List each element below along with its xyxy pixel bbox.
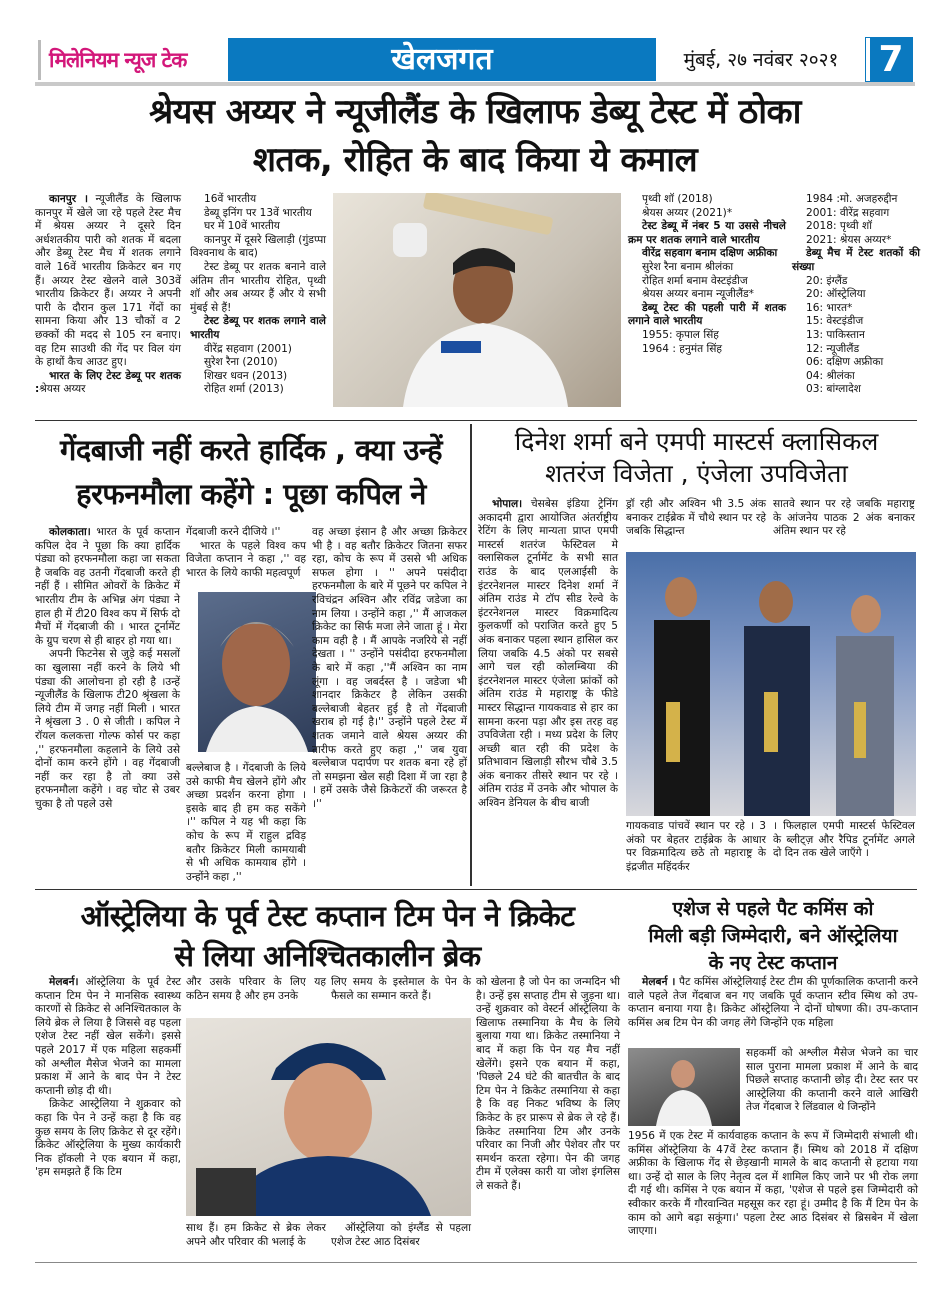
paragraph-text: टेस्ट डेब्यू पर शतक बनाने वाले अंतिम तीन भारतीय रोहित, पृथ्वी शॉ और अब अय्यर हैं और ये सभी मुंबई से हैं! <box>190 260 326 314</box>
paragraph-text: चेसबेस इंडिया ट्रेनिंग अकादमी द्वारा आयोजित अंतर्राष्ट्रीय रेटिंग के लिए मान्यता प्राप्त एमपी मास्टर्स शतरंज फेस्टिवल मे क्लासिकल टूर्नामेंट के सभी सात राउंड के बाद एलआईसी के इंटरनेशनल मास्टर दिनेश शर्मा नें अंतिम राउंड मे टॉप सीड रेल्वे के इंटरनेशनल मास्टर विक्रमादित्य कुलकर्णी को पराजित करते हुए 5 अंक बनाकर पहला स्थान हासिल कर लिया जबकि 4.5 अंको पर सबसे आगे चल रही कोलम्बिया की इंटरनेशनल मास्टर एंजेला फ्रांकों को अंतिम राउंड मे महाराष्ट्र के फीडे मास्टर सिद्धान्त गायकवाड से हार का सामना करना पड़ा और इस तरह वह उपविजेता रही । मध्य प्रदेश के लिए अच्छी बात रही की प्रदेश के प्रतिभावान खिलाड़ी सौरभ चौबे 3.5 अंक बनाकर तीसरे स्थान पर रहे ।अंतिम राउंड में उनके और भोपाल के अश्विन डेनियल के बीच बाजी <box>478 498 618 810</box>
subheading: डेब्यू मैच में टेस्ट शतकों की संख्या <box>792 247 920 273</box>
paragraph <box>186 526 306 540</box>
list-item: 1955: कृपाल सिंह <box>642 328 719 341</box>
list-item: 2001: वीरेंद्र सहवाग <box>806 206 890 219</box>
list-item: पृथ्वी शॉ (2018) <box>642 193 713 205</box>
list-item: 2018: पृथ्वी शॉ <box>806 220 872 233</box>
paragraph <box>186 762 306 884</box>
list-item: 2021: श्रेयस अय्यर* <box>806 233 892 246</box>
dateline: मुंबई, २७ नवंबर २०२१ <box>683 49 839 71</box>
paragraph <box>626 820 766 874</box>
story4-column <box>476 976 620 1194</box>
press-conference-illustration <box>186 1018 471 1216</box>
paragraph-text: लिए समय के इस्तेमाल के पेन के फैसले का सम्मान करते हैं। <box>331 976 471 1002</box>
list-item: 16वें भारतीय <box>204 193 257 205</box>
story3-column <box>773 820 915 861</box>
subheading: टेस्ट डेब्यू पर शतक लगाने वाले भारतीय <box>190 315 326 341</box>
newspaper-brand: मिलेनियम न्यूज टेक <box>38 40 223 80</box>
paragraph-text: और उसके परिवार के लिए यह कठिन समय है और हम उनके <box>186 976 326 1002</box>
list-item: 12: न्यूजीलैंड <box>806 342 860 355</box>
headline-line: गेंदबाजी नहीं करते हार्दिक , क्या उन्हें <box>60 433 442 467</box>
paragraph-text: श्रेयस अय्यर बनाम न्यूजीलैंड* <box>642 288 754 301</box>
story4-column <box>186 1222 326 1249</box>
cricketer-illustration <box>333 193 621 407</box>
paragraph <box>773 820 915 861</box>
tim-paine-photo <box>186 1018 471 1216</box>
subheading: वीरेंद्र सहवाग बनाम दक्षिण अफ्रीका <box>642 247 778 260</box>
paragraph-text: न्यूजीलैंड के खिलाफ कानपुर में खेले जा रहे पहले टेस्ट मैच में श्रेयस अय्यर ने दूसरे दिन अर्धशतकीय पारी को शतक में बदला और डेब्यू टेस्ट मैच में शतक लगाने वाले 16वें भारतीय क्रिकेटर बन गए हैं। अय्यर टेस्ट खेलने वाले 303वें भारतीय क्रिकेटर हैं। अय्यर ने अपनी पारी के दौरान कुल 171 गेंदों का सामना किया और 13 चौकों व 2 छक्कों की मदद से 105 रन बनाए। वह टिम साउथी की गेंद पर विल यंग के हाथों कैच आउट हुए। <box>35 193 182 369</box>
story2-headline <box>35 428 467 516</box>
section-divider <box>35 889 917 890</box>
paragraph-text: श्रेयस अय्यर <box>39 383 86 396</box>
paragraph-text: गायकवाड पांचवें स्थान पर रहे । 3 अंको पर बेहतर टाईब्रेक के आधार पर विक्रमादित्य छठे तो महाराष्ट्र के इंद्रजीत महिंदर्कर <box>626 820 766 873</box>
paragraph <box>190 261 326 315</box>
paragraph-text: बल्लेबाज है । गेंदबाजी के लिये उसे काफी मैच खेलने होंगे और अच्छा प्रदर्शन करना होगा । इसके बाद ही हम कह सकेंगे ।'' कपिल ने यह भी कहा कि कोच के रूप में राहुल द्रविड़ बतौर क्रिकेटर मिली कामयाबी से भी अधिक कामयाब होंगे । उन्होंने कहा ,'' <box>186 762 306 883</box>
kapil-dev-photo <box>198 592 316 752</box>
list-item: श्रेयस अय्यर (2021)* <box>642 206 733 219</box>
paragraph-text: कानपुर में दूसरे खिलाड़ी (गुंडप्पा विश्वनाथ के बाद) <box>190 233 326 260</box>
paragraph-text: वह अच्छा इंसान है और अच्छा क्रिकेटर भी है । वह बतौर क्रिकेटर जितना सफर रहा, कोच के रूप में उससे भी अधिक सफल होगा । '' अपने पसंदीदा हरफनमौला के बारे में पूछने पर कपिल ने रविचंद्रन अश्विन और रविंद्र जडेजा का नाम लिया । उन्होंने कहा ,'' मैं आजकल क्रिकेट का सिर्फ मजा लेने जाता हूं । मेरा काम वही है । मैं आपके नजरिये से नहीं देखता । '' उन्होंने पसंदीदा हरफनमौला के बारे में कहा ,''मैं अश्विन का नाम लूंगा । वह जबर्दस्त है । जडेजा भी शानदार क्रिकेटर है लेकिन उसकी बल्लेबाजी बेहतर हुई है तो गेंदबाजी खराब हो गई है।'' उन्होंने पहले टेस्ट में शतक जमाने वाले श्रेयस अय्यर की तारीफ करते हुए कहा ,'' जब युवा बल्लेबाज पदार्पण पर शतक बना रहे हों तो समझना खेल सही दिशा में जा रहा है । हमें उसके जैसे क्रिकेटरों की जरूरत है ।'' <box>312 526 467 810</box>
paragraph <box>478 498 618 811</box>
paragraph-text: भारत के पहले विश्व कप विजेता कप्तान ने कहा ,'' वह भारत के लिये काफी महत्वपूर्ण <box>186 539 306 579</box>
dateline-lead: कोलकाता। <box>49 526 91 538</box>
dateline-lead: मेलबर्न । <box>642 976 676 988</box>
list-item: सुरेश रैना बनाम श्रीलंका <box>642 260 734 273</box>
list-item: 03: बांग्लादेश <box>806 383 861 396</box>
paragraph-text: 1956 में एक टेस्ट में कार्यवाहक कप्तान के रूप में जिम्मेदारी संभाली थी। कमिंस ऑस्ट्रेलिया के 47वें टेस्ट कप्तान हैं। स्मिथ को 2018 में दक्षिण अफ्रीका के खिलाफ गेंद से छेड़खानी मामले के बाद कप्तानी से हटाया गया था। उन्हें दो साल के लिए नेतृत्व दल में शामिल किए जाने पर भी रोक लगा दी गई थी। कमिंस ने एक बयान में कहा, 'एशेज से पहले इस जिम्मेदारी को स्वीकार करके मैं गौरवान्वित महसूस कर रहा हूं। उम्मीद है कि मैं टिम पेन के काम को आगे बढ़ा सकूंगा।' पहला टेस्ट आठ दिसंबर से ब्रिसबेन में खेला जाएगा। <box>628 1130 918 1238</box>
headline-line: से लिया अनिश्चितकालीन ब्रेक <box>174 939 481 973</box>
column-divider <box>470 424 472 886</box>
headline-line: मिली बड़ी जिम्मेदारी, बने ऑस्ट्रेलिया <box>648 925 898 947</box>
footer-rule <box>35 1262 917 1263</box>
story1-headline <box>35 88 915 184</box>
headline-line: के नए टेस्ट कप्तान <box>708 952 838 974</box>
paragraph-text: । फिलहाल एमपी मास्टर्स फेस्टिवल के ब्लीट्ज़ और रैपिड टूर्नामेंट अगले दो दिन तक खेले जाएँगे । <box>773 820 915 860</box>
list-item: 20: इंग्लैंड <box>806 274 848 287</box>
paragraph <box>35 526 180 648</box>
paragraph <box>476 976 620 1194</box>
story1-column <box>792 193 920 397</box>
paragraph <box>331 976 471 1003</box>
paragraph <box>186 976 326 1003</box>
list-item: 16: भारत* <box>806 301 853 314</box>
paragraph <box>331 1222 471 1249</box>
list-item: डेब्यू इनिंग पर 13वें भारतीय <box>204 206 312 219</box>
paragraph <box>746 1047 918 1115</box>
paragraph-text: गेंदबाजी करने दीजिये ।'' <box>186 526 281 538</box>
story5-column <box>628 976 918 1030</box>
list-item: 06: दक्षिण अफ्रीका <box>806 356 884 369</box>
story3-column <box>478 498 618 811</box>
dateline-lead: भोपाल। <box>492 498 523 510</box>
paragraph-text: पैट कमिंस ऑस्ट्रेलियाई टेस्ट टीम की पूर्णकालिक कप्तानी करने वाले पहले तेज गेंदबाज बन गए जबकि पूर्व कप्तान स्टीव स्मिथ को उप-कप्तान बनाया गया है। क्रिकेट ऑस्ट्रेलिया ने दोनों घोषणा की। उप-कप्तान कमिंस अब टिम पेन की जगह लेंगे जिन्होंने एक महिला <box>628 976 918 1029</box>
story4-headline <box>35 896 620 976</box>
paragraph <box>35 1098 181 1180</box>
story5-headline <box>628 896 918 977</box>
paragraph-text: साथ हैं। हम क्रिकेट से ब्रेक लेकर अपने और परिवार की भलाई के <box>186 1222 326 1248</box>
list-item: 1984 :मो. अजहरुद्दीन <box>806 193 898 205</box>
pat-cummins-photo <box>628 1048 740 1126</box>
dateline-lead: कानपुर । <box>49 193 88 205</box>
paragraph <box>628 976 918 1030</box>
story4-column <box>331 1222 471 1249</box>
headline-line: शतरंज विजेता , एंजेला उपविजेता <box>545 459 848 488</box>
list-item: सुरेश रैना (2010) <box>204 356 278 369</box>
story4-column <box>186 976 326 1003</box>
paragraph <box>626 498 766 539</box>
chess-winners-photo <box>626 552 916 816</box>
bowler-illustration <box>628 1048 740 1126</box>
headline-line: एशेज से पहले पैट कमिंस को <box>672 898 874 920</box>
story1-column <box>190 193 326 397</box>
paragraph-text: भारत के पूर्व कप्तान कपिल देव ने पूछा कि क्या हार्दिक पंड्या को हरफनमौला कहा जा सकता है जबकि वह उतनी गेंदबाजी करते ही नहीं हैं । सीमित ओवरों के क्रिकेट में भारतीय टीम के अभिन्न अंग पंड्या ने हाल ही में टी20 विश्व कप में सिर्फ दो मैचों में गेंदबाजी की । भारत टूर्नामेंट के ग्रुप चरण से ही बाहर हो गया था। <box>35 526 180 647</box>
paragraph <box>628 288 786 302</box>
dateline-lead: मेलबर्न। <box>49 976 79 988</box>
story3-column <box>773 498 915 539</box>
paragraph <box>35 193 181 370</box>
headline-line: शतक, रोहित के बाद किया ये कमाल <box>252 140 698 180</box>
section-divider <box>35 420 917 421</box>
winners-illustration <box>626 552 916 816</box>
story5-column <box>628 1130 918 1239</box>
subheading: डेब्यू टेस्ट की पहली पारी में शतक लगाने वाले भारतीय <box>628 301 786 328</box>
headline-line: श्रेयस अय्यर ने न्यूजीलैंड के खिलाफ डेब्यू टेस्ट में ठोका <box>149 92 801 132</box>
paragraph <box>312 526 467 811</box>
portrait-illustration <box>198 592 316 752</box>
story1-column <box>628 193 786 356</box>
paragraph <box>35 370 181 397</box>
story2-column <box>35 526 180 811</box>
paragraph <box>190 234 326 261</box>
subheading: टेस्ट डेब्यू में नंबर 5 या उससे नीचले क्रम पर शतक लगाने वाले भारतीय <box>628 220 786 246</box>
paragraph-text: ड्रॉ रही और अश्विन भी 3.5 अंक बनाकर टाईब्रेक में चौथे स्थान पर रहे जबकि सिद्धान्त <box>626 498 766 538</box>
paragraph-text: क्रिकेट आस्ट्रेलिया ने शुक्रवार को कहा कि पेन ने उन्हें कहा है कि वह कुछ समय के लिए क्रिकेट से दूर रहेंगे। क्रिकेट ऑस्ट्रेलिया के मुख्य कार्यकारी निक हॉकली ने एक बयान में कहा, 'हम समझते हैं कि टिम <box>35 1098 181 1179</box>
paragraph-text: अपनी फिटनेस से जुड़े कई मसलों का खुलासा नहीं करने के लिये भी पंड्या की आलोचना हो रही है ।उन्हें न्यूजीलैंड के खिलाफ टी20 श्रृंखला के लिये टीम में जगह नहीं मिली । भारत ने श्रृंखला 3 . 0 से जीती । कपिल ने रॉयल कलकत्ता गोल्फ कोर्स पर कहा ,'' हरफनमौला कहलाने के लिये उसे दोनों काम करने होंगे । वह गेंदबाजी नहीं कर रहा है तो क्या उसे हरफनमौला कहेंगे । वह चोट से उबर चुका है तो पहले उसे <box>35 648 180 810</box>
story2-column <box>312 526 467 811</box>
section-title: खेलजगत <box>228 38 656 81</box>
paragraph <box>35 976 181 1098</box>
story3-headline <box>478 426 915 490</box>
story3-column <box>626 498 766 539</box>
story4-column <box>331 976 471 1003</box>
paragraph <box>628 1130 918 1239</box>
page-number: 7 <box>866 38 912 81</box>
paragraph-text: ऑस्ट्रेलिया के पूर्व टेस्ट कप्तान टिम पेन ने मानसिक स्वास्थ्य कारणों से क्रिकेट से अनिश्चितकाल के लिये ब्रेक ले लिया है जिससे वह पहला एशेज टेस्ट नहीं खेल सकेंगे। इससे पहले 2017 में एक महिला सहकर्मी को अश्लील मैसेज भेजने का मामला प्रकाश में आने के बाद पेन ने टेस्ट कप्तानी छोड़ दी थी। <box>35 976 181 1097</box>
headline-line: ऑस्ट्रेलिया के पूर्व टेस्ट कप्तान टिम पेन ने क्रिकेट <box>80 899 575 933</box>
story2-column <box>186 526 306 580</box>
header-divider <box>35 82 915 86</box>
list-item: रोहित शर्मा बनाम वेस्टइंडीज <box>642 274 748 287</box>
paragraph <box>35 648 180 811</box>
list-item: 20: ऑस्ट्रेलिया <box>806 288 866 301</box>
list-item: 15: वेस्टइंडीज <box>806 315 864 328</box>
paragraph <box>186 1222 326 1249</box>
paragraph <box>773 498 915 539</box>
paragraph-text: को खेलना है जो पेन का जन्मदिन भी है। उन्हें इस सप्ताह टीम से जुड़ना था। उन्हें शुक्रवार को वेस्टर्न ऑस्ट्रेलिया के खिलाफ तस्मानिया के मैच के लिये बुलाया गया था। क्रिकेट तस्मानिया ने बाद में कहा कि पेन यह मैच नहीं खेलेंगे। इसने एक बयान में कहा, 'पिछले 24 घंटे की बातचीत के बाद टिम पेन ने क्रिकेट तस्मानिया से कहा है कि वह निकट भविष्य के लिए क्रिकेट के हर प्रारूप से ब्रेक ले रहे हैं। क्रिकेट तस्मानिया टिम और उनके परिवार का निजी और पेशेवर तौर पर समर्थन करता रहेगा। पेन की जगह टीम में एलेक्स कारी या जोश इंगलिस ले सकते हैं। <box>476 976 620 1192</box>
paragraph-text: सातवे स्थान पर रहे जबकि महाराष्ट्र के आंजनेय पाठक 2 अंक बनाकर अंतिम स्थान पर रहे <box>773 498 915 538</box>
dateline-lead: भारत के लिए टेस्ट डेब्यू पर शतक : <box>35 369 181 396</box>
list-item: घर में 10वें भारतीय <box>204 220 280 233</box>
story5-column <box>746 1047 918 1115</box>
list-item: शिखर धवन (2013) <box>204 369 288 382</box>
list-item: 1964 : हनुमंत सिंह <box>642 342 723 355</box>
list-item: रोहित शर्मा (2013) <box>204 383 284 396</box>
headline-line: हरफनमौला कहेंगे : पूछा कपिल ने <box>76 477 426 511</box>
story4-column <box>35 976 181 1180</box>
paragraph-text: ऑस्ट्रेलिया को इंग्लैंड से पहला एशेज टेस्ट आठ दिसंबर <box>331 1222 471 1248</box>
story2-column <box>186 762 306 884</box>
list-item: 13: पाकिस्तान <box>806 328 865 341</box>
story3-column <box>626 820 766 874</box>
paragraph-text: सहकर्मी को अश्लील मैसेज भेजने का चार साल पुराना मामला प्रकाश में आने के बाद पिछले सप्ताह कप्तानी छोड़ दी। टेस्ट स्तर पर आस्ट्रेलिया की कप्तानी करने वाले आखिरी तेज गेंदबाज रे लिंडवाल थे जिन्होंने <box>746 1047 918 1114</box>
list-item: 04: श्रीलंका <box>806 369 855 382</box>
list-item: वीरेंद्र सहवाग (2001) <box>204 342 292 355</box>
paragraph <box>186 540 306 581</box>
shreyas-iyer-photo <box>333 193 621 407</box>
headline-line: दिनेश शर्मा बने एमपी मास्टर्स क्लासिकल <box>514 427 879 456</box>
story1-column <box>35 193 181 397</box>
